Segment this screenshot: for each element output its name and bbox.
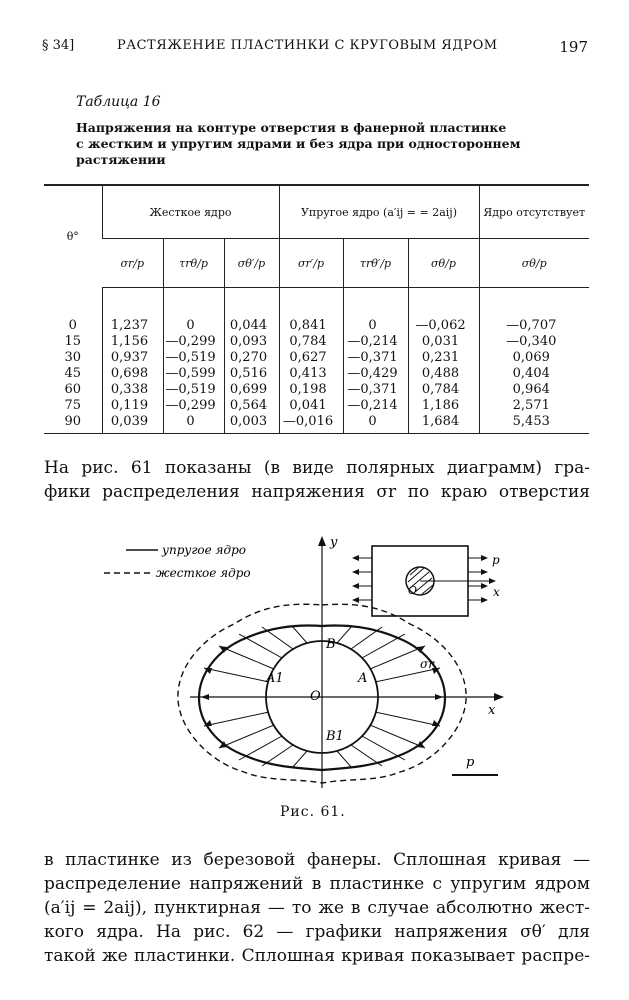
value-cell: 0,404 (479, 366, 589, 382)
running-header (42, 38, 588, 58)
subheader: σθ/p (479, 239, 589, 288)
theta-header: θ° (44, 185, 102, 288)
table-row (44, 414, 589, 434)
text-line: распределение напряжений в пластинке с упругим ядром (44, 874, 590, 894)
stress-table (44, 184, 589, 434)
figure-61-polar-diagram (100, 530, 520, 790)
value-cell: 5,453 (479, 414, 589, 434)
subheader: τrθ/p (163, 239, 224, 288)
value-cell: 0,039 (102, 414, 163, 434)
theta-cell: 15 (64, 334, 82, 349)
value-cell: 0,564 (224, 398, 279, 414)
value-cell: 2,571 (479, 398, 589, 414)
value-cell: 0,338 (102, 382, 163, 398)
table-row (44, 398, 589, 414)
theta-cell: 30 (64, 350, 82, 365)
value-cell: —0,299 (163, 398, 224, 414)
value-cell: 1,186 (408, 398, 479, 414)
value-cell: 0 (163, 288, 224, 335)
theta-cell: 90 (44, 414, 102, 434)
value-cell: —0,519 (163, 350, 224, 366)
y-axis-arrow (318, 536, 326, 546)
inset-p-label: p (492, 553, 500, 567)
table-row (44, 288, 589, 335)
value-cell: 0,937 (102, 350, 163, 366)
value-cell: —0,062 (408, 288, 479, 335)
value-cell: 0,627 (279, 350, 343, 366)
value-cell: 0,031 (408, 334, 479, 350)
subheader: σθ′/p (224, 239, 279, 288)
value-cell: 0,069 (479, 350, 589, 366)
value-cell: 1,237 (102, 288, 163, 335)
value-cell: 0,841 (279, 288, 343, 335)
value-cell: —0,707 (479, 288, 589, 335)
table-caption: Таблица 16 (76, 94, 161, 110)
table-title-line: Напряжения на контуре отверстия в фанерной пластинке (76, 120, 507, 135)
value-cell: —0,214 (343, 398, 408, 414)
table-row (44, 366, 589, 382)
subheader: σr′/p (279, 239, 343, 288)
legend-dashed-label: жесткое ядро (156, 566, 251, 580)
value-cell: 0,698 (102, 366, 163, 382)
value-cell: —0,340 (479, 334, 589, 350)
theta-cell: 0 (68, 317, 77, 333)
label-A1: A1 (266, 671, 284, 686)
x-axis-label: x (488, 703, 496, 718)
value-cell: 0 (163, 414, 224, 434)
value-cell: 0 (343, 414, 408, 434)
subheader: σθ/p (408, 239, 479, 288)
value-cell: 0,488 (408, 366, 479, 382)
table-title-line: растяжении (76, 152, 166, 167)
running-title: РАСТЯЖЕНИЕ ПЛАСТИНКИ С КРУГОВЫМ ЯДРОМ (117, 38, 498, 53)
section-number: § 34] (42, 38, 75, 53)
value-cell: 0,198 (279, 382, 343, 398)
inset-O-label: O (408, 584, 418, 597)
value-cell: —0,429 (343, 366, 408, 382)
text-line: кого ядра. На рис. 62 — графики напряжения σθ′ для (44, 922, 590, 942)
value-cell: —0,016 (279, 414, 343, 434)
inset-plate-diagram (352, 546, 496, 616)
value-cell: 0,119 (102, 398, 163, 414)
value-cell: —0,599 (163, 366, 224, 382)
legend-solid-label: упругое ядро (162, 543, 246, 557)
value-cell: 0,044 (224, 288, 279, 335)
subheader: σr/p (102, 239, 163, 288)
table-row (44, 334, 589, 350)
value-cell: 1,684 (408, 414, 479, 434)
value-cell: 0,413 (279, 366, 343, 382)
text-line: фики распределения напряжения σr по краю отверстия (44, 482, 590, 502)
label-A: A (358, 671, 368, 686)
value-cell: 0,270 (224, 350, 279, 366)
value-cell: —0,299 (163, 334, 224, 350)
table-row (44, 350, 589, 366)
label-O: O (310, 689, 321, 704)
group-elastic-core: Упругое ядро (a′ij = = 2aij) (279, 185, 479, 239)
label-B: B (326, 637, 336, 652)
value-cell: —0,371 (343, 382, 408, 398)
table-row (44, 382, 589, 398)
value-cell: —0,519 (163, 382, 224, 398)
y-axis-label: y (330, 535, 338, 550)
paragraph-before-figure (44, 456, 590, 504)
table-title-line: с жестким и упругим ядрами и без ядра при одностороннем (76, 136, 521, 151)
table-title (76, 120, 586, 168)
inset-x-label: x (493, 585, 500, 599)
group-no-core: Ядро отсутствует (479, 185, 589, 239)
value-cell: 0,784 (279, 334, 343, 350)
page-number: 197 (559, 38, 588, 56)
value-cell: 0,784 (408, 382, 479, 398)
value-cell: —0,214 (343, 334, 408, 350)
text-line: такой же пластинки. Сплошная кривая показывает распре- (44, 946, 590, 966)
value-cell: 1,156 (102, 334, 163, 350)
figure-caption: Рис. 61. (280, 804, 346, 820)
value-cell: 0,964 (479, 382, 589, 398)
value-cell: 0,516 (224, 366, 279, 382)
value-cell: —0,371 (343, 350, 408, 366)
theta-cell: 75 (64, 398, 82, 413)
value-cell: 0,003 (224, 414, 279, 434)
theta-cell: 60 (64, 382, 82, 397)
text-line: в пластинке из березовой фанеры. Сплошная кривая — (44, 850, 590, 870)
value-cell: 0 (343, 288, 408, 335)
label-sigma-r: σr (420, 657, 434, 671)
x-axis-arrow (494, 693, 504, 701)
theta-cell: 45 (64, 366, 82, 381)
label-B1: B1 (326, 729, 344, 744)
value-cell: 0,093 (224, 334, 279, 350)
text-line: (a′ij = 2aij), пунктирная — то же в случае абсолютно жест- (44, 898, 590, 918)
value-cell: 0,699 (224, 382, 279, 398)
subheader: τrθ′/p (343, 239, 408, 288)
text-line: На рис. 61 показаны (в виде полярных диаграмм) гра- (44, 458, 590, 478)
value-cell: 0,041 (279, 398, 343, 414)
scale-p-label: p (466, 755, 475, 770)
group-rigid-core: Жесткое ядро (102, 185, 279, 239)
value-cell: 0,231 (408, 350, 479, 366)
paragraph-after-figure (44, 848, 590, 968)
